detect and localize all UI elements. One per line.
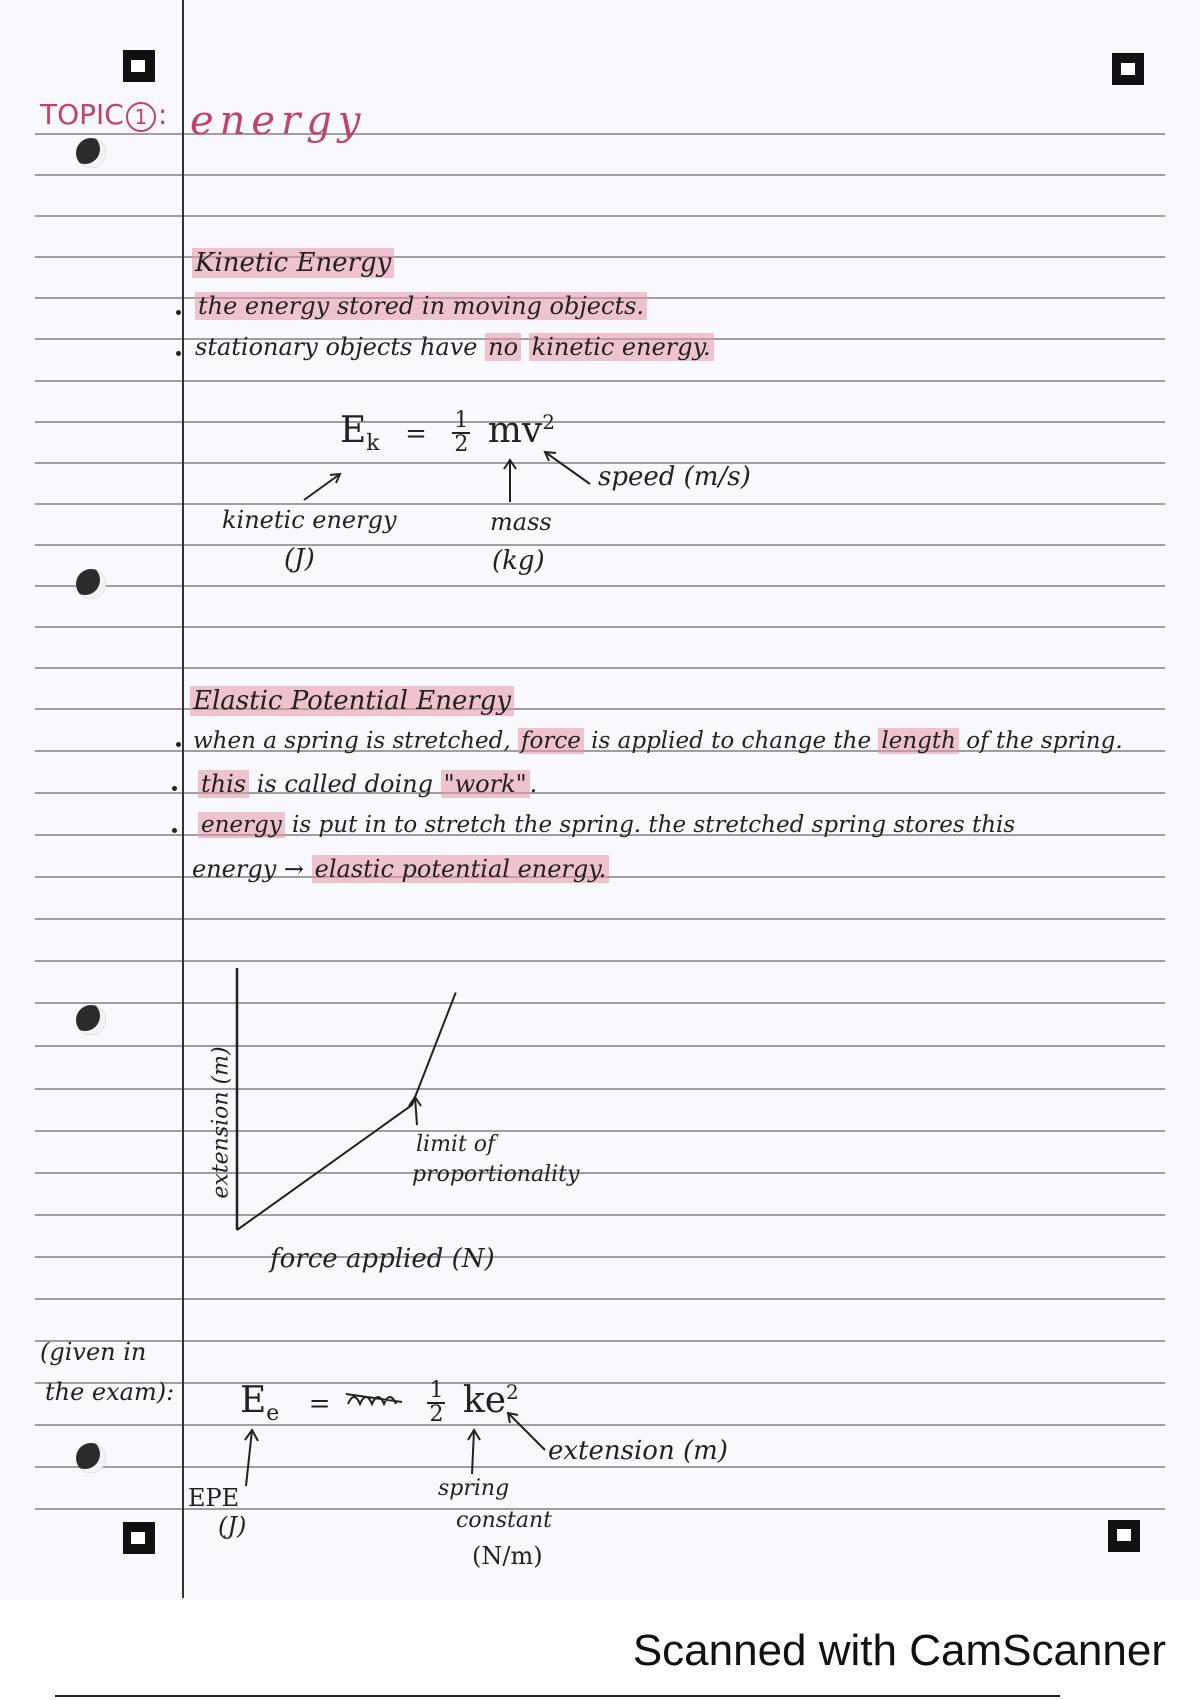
graph-annotation-line-2: proportionality <box>412 1162 580 1187</box>
graph-data-line <box>237 993 456 1231</box>
epe-formula: $E_e$ = $\frac{1}{2}$ $ke^2$ <box>240 1378 519 1427</box>
epe-label-epe-unit: (J) <box>218 1512 247 1540</box>
speed-arrow <box>545 452 590 484</box>
kinetic-bullet-1: the energy stored in moving objects. <box>195 292 647 320</box>
kinetic-heading: Kinetic Energy <box>192 248 394 278</box>
elastic-bullet-3: energy is put in to stretch the spring. the stretched spring stores this <box>198 812 1015 838</box>
topic-label: TOPIC <box>40 98 124 131</box>
kinetic-label-ke: kinetic energy <box>222 506 397 534</box>
graph-y-label: extension (m) <box>208 1046 234 1199</box>
ke-arrow <box>304 474 340 500</box>
epe-margin-note-1: (given in <box>40 1338 147 1366</box>
kinetic-label-mass-unit: (kg) <box>492 546 545 576</box>
elastic-bullet-1: when a spring is stretched, force is applied to change the length of the spring. <box>193 728 1123 754</box>
epe-label-epe: EPE <box>188 1484 240 1512</box>
graph-x-label: force applied (N) <box>270 1244 495 1274</box>
kinetic-label-ke-unit: (J) <box>284 544 315 574</box>
elastic-continuation: energy → elastic potential energy. <box>192 855 609 883</box>
epe-label-constant-unit: (N/m) <box>472 1542 543 1570</box>
epe-label-extension: extension (m) <box>548 1436 728 1466</box>
kinetic-label-mass: mass <box>490 508 552 536</box>
topic-title: energy <box>190 98 367 144</box>
footer-divider <box>55 1695 1060 1697</box>
elastic-heading: Elastic Potential Energy <box>190 686 514 716</box>
epe-margin-note-2: the exam): <box>45 1378 175 1406</box>
kinetic-formula: $E_k$ = $\frac{1}{2}$ $mv^2$ <box>340 408 555 457</box>
kinetic-bullet-2: stationary objects have no kinetic energy. <box>195 333 714 361</box>
topic-number: 1 <box>126 102 156 132</box>
epe-label-spring: spring <box>438 1476 510 1501</box>
kinetic-label-speed: speed (m/s) <box>598 462 751 492</box>
epe-label-constant: constant <box>456 1508 552 1533</box>
spring-arrow <box>472 1430 474 1474</box>
graph-annotation-line-1: limit of <box>416 1132 496 1157</box>
topic-colon: : <box>157 98 168 131</box>
elastic-bullet-2: this is called doing "work" . <box>198 770 537 798</box>
scanner-watermark: Scanned with CamScanner <box>632 1626 1166 1675</box>
